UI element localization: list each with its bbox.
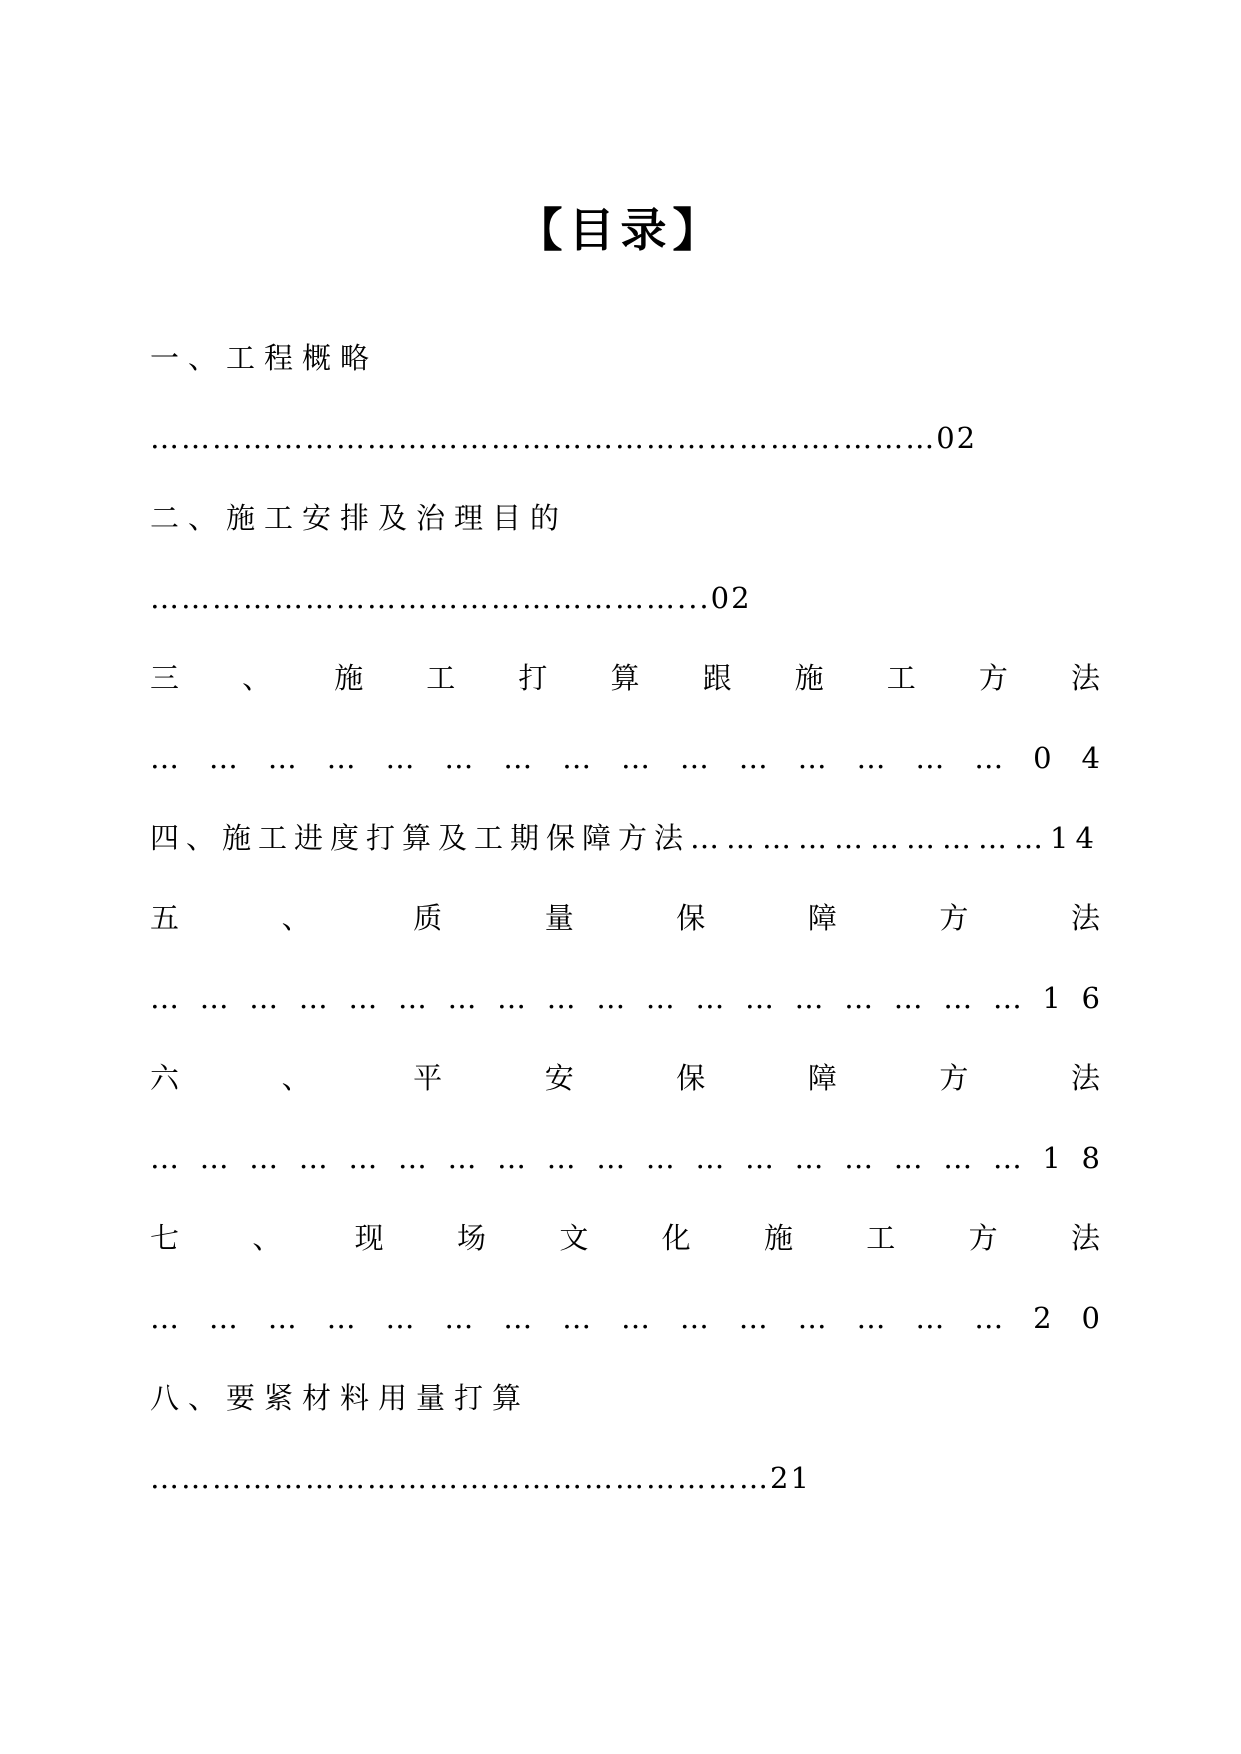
toc-char: 七 bbox=[150, 1221, 180, 1255]
toc-char: 场 bbox=[456, 1221, 486, 1255]
toc-entry-2-heading[interactable]: 二、施工安排及治理目的 bbox=[150, 501, 569, 535]
toc-leader-char: … bbox=[844, 981, 874, 1015]
toc-leader-char: … bbox=[679, 741, 709, 775]
toc-char: 打 bbox=[518, 661, 548, 695]
toc-char: 工 bbox=[866, 1221, 896, 1255]
toc-entry-7-heading[interactable] bbox=[150, 1218, 1100, 1258]
toc-leader-char: … bbox=[596, 981, 626, 1015]
toc-char: 算 bbox=[610, 661, 640, 695]
toc-page-digit: 4 bbox=[1081, 741, 1100, 775]
toc-page-digit: 0 bbox=[1081, 1301, 1100, 1335]
toc-leader-char: … bbox=[503, 741, 533, 775]
toc-char: 、 bbox=[252, 1221, 282, 1255]
toc-char: 法 bbox=[1070, 661, 1100, 695]
toc-char: 平 bbox=[413, 1061, 443, 1095]
toc-char: 、 bbox=[281, 901, 311, 935]
toc-leader-char: … bbox=[992, 1141, 1022, 1175]
toc-leader-char: … bbox=[208, 1301, 238, 1335]
toc-entry-8-heading[interactable]: 八、要紧材料用量打算 bbox=[150, 1381, 531, 1415]
toc-leader-char: … bbox=[397, 981, 427, 1015]
toc-leader-char: … bbox=[199, 981, 229, 1015]
toc-leader-char: … bbox=[348, 981, 378, 1015]
toc-page-digit: 1 bbox=[1042, 1141, 1061, 1175]
toc-leader-char: … bbox=[444, 741, 474, 775]
toc-entry-2-leader[interactable]: ……………………………………………...02 bbox=[150, 581, 752, 615]
toc-page-digit: 8 bbox=[1081, 1141, 1100, 1175]
toc-leader-char: … bbox=[298, 981, 328, 1015]
toc-char: 五 bbox=[150, 901, 180, 935]
toc-leader-char: … bbox=[546, 981, 576, 1015]
toc-entry-5-heading[interactable] bbox=[150, 898, 1100, 938]
toc-char: 文 bbox=[559, 1221, 589, 1255]
toc-leader-char: … bbox=[794, 981, 824, 1015]
toc-leader-char: … bbox=[915, 1301, 945, 1335]
toc-char: 三 bbox=[150, 661, 180, 695]
toc-leader-char: … bbox=[199, 1141, 229, 1175]
toc-char: 工 bbox=[426, 661, 456, 695]
toc-leader-char: … bbox=[249, 1141, 279, 1175]
toc-leader-char: … bbox=[893, 981, 923, 1015]
toc-char: 方 bbox=[978, 661, 1008, 695]
toc-char: 现 bbox=[354, 1221, 384, 1255]
toc-char: 量 bbox=[544, 901, 574, 935]
toc-char: 施 bbox=[794, 661, 824, 695]
toc-entry-8-leader[interactable]: ……………………………………………………21 bbox=[150, 1461, 811, 1495]
toc-char: 、 bbox=[281, 1061, 311, 1095]
toc-title: 【目录】 bbox=[516, 203, 725, 257]
toc-leader-char: … bbox=[974, 741, 1004, 775]
toc-char: 法 bbox=[1070, 1221, 1100, 1255]
toc-entry-3-heading[interactable] bbox=[150, 658, 1100, 698]
toc-leader-char: … bbox=[744, 981, 774, 1015]
toc-char: 方 bbox=[968, 1221, 998, 1255]
toc-leader-char: … bbox=[797, 741, 827, 775]
toc-leader-char: … bbox=[992, 981, 1022, 1015]
toc-char: 安 bbox=[544, 1061, 574, 1095]
toc-leader-char: … bbox=[738, 1301, 768, 1335]
toc-leader-char: … bbox=[150, 1141, 179, 1175]
toc-leader-char: … bbox=[208, 741, 238, 775]
toc-char: 法 bbox=[1070, 901, 1100, 935]
toc-leader-char: … bbox=[943, 1141, 973, 1175]
toc-char: 质 bbox=[413, 901, 443, 935]
toc-leader-char: … bbox=[738, 741, 768, 775]
toc-char: 障 bbox=[807, 901, 837, 935]
toc-char: 障 bbox=[807, 1061, 837, 1095]
toc-leader-char: … bbox=[695, 1141, 725, 1175]
toc-leader-char: … bbox=[596, 1141, 626, 1175]
toc-char: 跟 bbox=[702, 661, 732, 695]
toc-leader-char: … bbox=[794, 1141, 824, 1175]
toc-leader-char: … bbox=[326, 1301, 356, 1335]
toc-leader-char: … bbox=[267, 741, 297, 775]
toc-char: 化 bbox=[661, 1221, 691, 1255]
toc-leader-char: … bbox=[621, 1301, 650, 1335]
toc-page-digit: 2 bbox=[1033, 1301, 1052, 1335]
toc-char: 保 bbox=[676, 1061, 706, 1095]
toc-entry-1-leader[interactable]: ………………………………………………………….………02 bbox=[150, 421, 978, 455]
toc-leader-char: … bbox=[447, 1141, 477, 1175]
toc-leader-char: … bbox=[503, 1301, 533, 1335]
toc-leader-char: … bbox=[974, 1301, 1004, 1335]
toc-leader-char: … bbox=[385, 741, 415, 775]
toc-leader-char: … bbox=[893, 1141, 923, 1175]
toc-char: 方 bbox=[939, 1061, 969, 1095]
toc-leader-char: … bbox=[447, 981, 477, 1015]
toc-entry-7-leader[interactable] bbox=[150, 1298, 1100, 1338]
toc-leader-char: … bbox=[444, 1301, 474, 1335]
toc-char: 、 bbox=[242, 661, 272, 695]
toc-entry-5-leader[interactable] bbox=[150, 978, 1100, 1018]
toc-leader-char: … bbox=[326, 741, 356, 775]
toc-char: 施 bbox=[763, 1221, 793, 1255]
toc-page-digit: 6 bbox=[1081, 981, 1100, 1015]
toc-leader-char: … bbox=[645, 1141, 675, 1175]
toc-leader-char: … bbox=[645, 981, 675, 1015]
toc-leader-char: … bbox=[397, 1141, 427, 1175]
toc-leader-char: … bbox=[150, 981, 179, 1015]
toc-entry-6-heading[interactable] bbox=[150, 1058, 1100, 1098]
toc-entry-4[interactable]: 四、施工进度打算及工期保障方法…………………………14 bbox=[150, 821, 1101, 855]
toc-leader-char: … bbox=[562, 1301, 592, 1335]
toc-leader-char: … bbox=[562, 741, 592, 775]
toc-leader-char: … bbox=[915, 741, 945, 775]
toc-leader-char: … bbox=[150, 1301, 179, 1335]
toc-leader-char: … bbox=[844, 1141, 874, 1175]
toc-leader-char: … bbox=[348, 1141, 378, 1175]
toc-leader-char: … bbox=[797, 1301, 827, 1335]
toc-leader-char: … bbox=[856, 741, 886, 775]
toc-leader-char: … bbox=[679, 1301, 709, 1335]
toc-leader-char: … bbox=[943, 981, 973, 1015]
toc-leader-char: … bbox=[695, 981, 725, 1015]
toc-page-digit: 0 bbox=[1033, 741, 1052, 775]
toc-char: 保 bbox=[676, 901, 706, 935]
toc-leader-char: … bbox=[744, 1141, 774, 1175]
toc-leader-char: … bbox=[856, 1301, 886, 1335]
toc-leader-char: … bbox=[497, 1141, 527, 1175]
toc-leader-char: … bbox=[546, 1141, 576, 1175]
toc-leader-char: … bbox=[497, 981, 527, 1015]
toc-entry-3-leader[interactable] bbox=[150, 738, 1100, 778]
toc-leader-char: … bbox=[267, 1301, 297, 1335]
toc-leader-char: … bbox=[621, 741, 650, 775]
toc-leader-char: … bbox=[249, 981, 279, 1015]
toc-char: 方 bbox=[939, 901, 969, 935]
toc-leader-char: … bbox=[385, 1301, 415, 1335]
toc-page-digit: 1 bbox=[1042, 981, 1061, 1015]
toc-leader-char: … bbox=[298, 1141, 328, 1175]
toc-char: 工 bbox=[886, 661, 916, 695]
toc-entry-1-heading[interactable]: 一、工程概略 bbox=[150, 341, 379, 375]
toc-char: 法 bbox=[1070, 1061, 1100, 1095]
toc-char: 施 bbox=[334, 661, 364, 695]
toc-entry-6-leader[interactable] bbox=[150, 1138, 1100, 1178]
toc-char: 六 bbox=[150, 1061, 180, 1095]
toc-leader-char: … bbox=[150, 741, 179, 775]
